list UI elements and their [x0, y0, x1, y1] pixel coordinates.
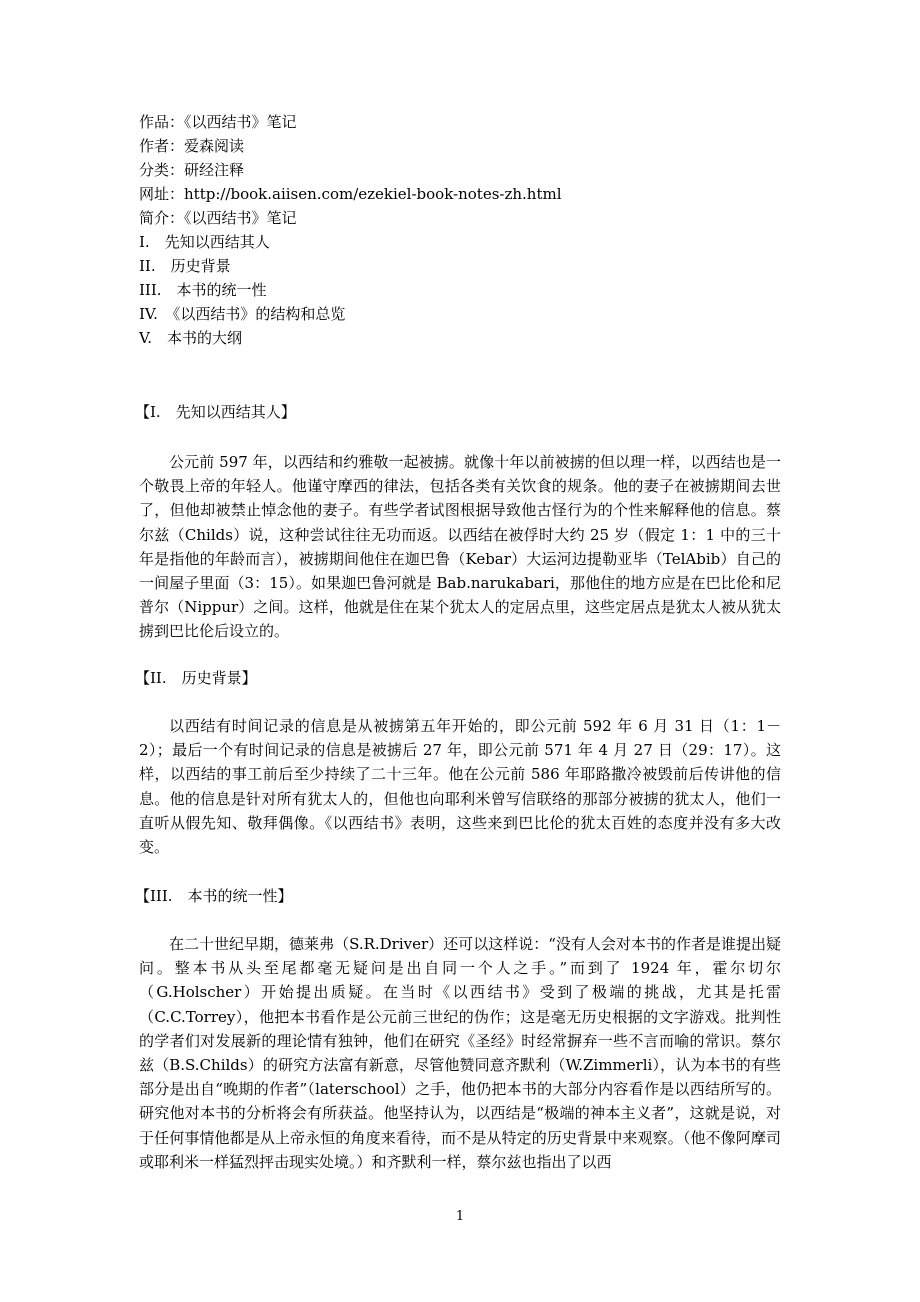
- toc-item: III. 本书的统一性: [139, 281, 267, 299]
- meta-work: 作品：《以西结书》笔记: [139, 113, 297, 131]
- toc-item: IV. 《以西结书》的结构和总览: [139, 305, 346, 323]
- toc-item: I. 先知以西结其人: [139, 233, 270, 251]
- meta-category: 分类：研经注释: [139, 161, 245, 179]
- document-meta: [139, 110, 789, 350]
- meta-url: 网址：http://book.aiisen.com/ezekiel-book-notes-zh.html: [139, 185, 562, 203]
- section-heading: 【I. 先知以西结其人】: [135, 403, 296, 421]
- section-heading: 【III. 本书的统一性】: [135, 887, 293, 905]
- section-paragraph: 在二十世纪早期，德莱弗（S.R.Driver）还可以这样说：“没有人会对本书的作者是谁提出疑问。整本书从头至尾都毫无疑问是出自同一个人之手。”而到了 1924 年，霍尔切尔（G.Holscher）开始提出质疑。在当时《以西结书》受到了极端的挑战，尤其是托雷（C.C.Torrey），他把本书看作是公元前三世纪的伪作；这是毫无历史根据的文字游戏。批判性的学者们对发展新的理论情有独钟，他们在研究《圣经》时经常摒弃一些不言而喻的常识。蔡尔兹（B.S.Childs）的研究方法富有新意，尽管他赞同意齐默利（W.Zimmerli），认为本书的有些部分是出自“晚期的作者”（laterschool）之手，他仍把本书的大部分内容看作是以西结所写的。研究他对本书的分析将会有所获益。他坚持认为，以西结是“极端的神本主义者”，这就是说，对于任何事情他都是从上帝永恒的角度来看待，而不是从特定的历史背景中来观察。（他不像阿摩司或耶利米一样猛烈抨击现实处境。）和齐默利一样，蔡尔兹也指出了以西: [139, 935, 781, 1171]
- toc-item: V. 本书的大纲: [139, 329, 242, 347]
- section-paragraph: 以西结有时间记录的信息是从被掳第五年开始的，即公元前 592 年 6 月 31 日（1：1－2）；最后一个有时间记录的信息是被掳后 27 年，即公元前 571 年 4 月 27 日（29：17）。这样，以西结的事工前后至少持续了二十三年。他在公元前 586 年耶路撒冷被毁前后传讲他的信息。他的信息是针对所有犹太人的，但他也向耶利米曾写信联络的那部分被掳的犹太人，他们一直听从假先知、敬拜偶像。《以西结书》表明，这些来到巴比伦的犹太百姓的态度并没有多大改变。: [139, 717, 781, 857]
- section-heading: 【II. 历史背景】: [135, 669, 257, 687]
- section-paragraph: 公元前 597 年，以西结和约雅敬一起被掳。就像十年以前被掳的但以理一样，以西结也是一个敬畏上帝的年轻人。他谨守摩西的律法，包括各类有关饮食的规条。他的妻子在被掳期间去世了，但他却被禁止悼念他的妻子。有些学者试图根据导致他古怪行为的个性来解释他的信息。蔡尔兹（Childs）说，这种尝试往往无功而返。以西结在被俘时大约 25 岁（假定 1：1 中的三十年是指他的年龄而言），被掳期间他住在迦巴鲁（Kebar）大运河边提勒亚毕（TelAbib）自己的一间屋子里面（3：15）。如果迦巴鲁河就是 Bab.narukabari，那他住的地方应是在巴比伦和尼普尔（Nippur）之间。这样，他就是住在某个犹太人的定居点里，这些定居点是犹太人被从犹太掳到巴比伦后设立的。: [139, 453, 781, 641]
- page-number: 1: [455, 1209, 465, 1224]
- meta-summary: 简介：《以西结书》笔记: [139, 209, 297, 227]
- toc-item: II. 历史背景: [139, 257, 231, 275]
- meta-author: 作者：爱森阅读: [139, 137, 245, 155]
